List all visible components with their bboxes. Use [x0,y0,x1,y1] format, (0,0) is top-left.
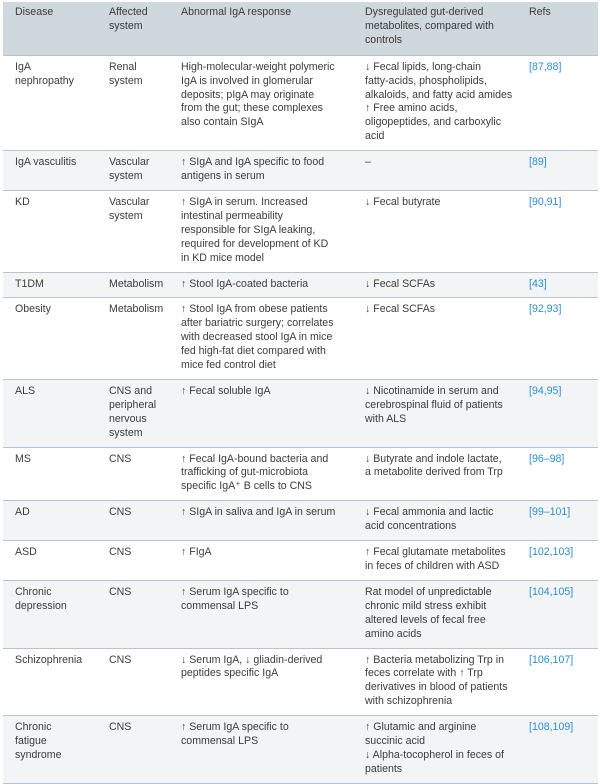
cell-system: Vascular system [97,151,169,191]
cell-iga: ↑ Fecal IgA-bound bacteria and trafficking of gut-microbiota specific IgA⁺ B cells to CNS [181,452,329,493]
cell-system: CNS [109,546,132,559]
cell-system: CNS [109,653,132,666]
cell-metabolites: ↓ Fecal lipids, long-chain fatty-acids, phospholipids, alkaloids, and fatty acid amides ↑ Free amino acids, oligopeptides, and carboxylic acid [365,60,513,143]
header-refs: Refs [517,2,598,55]
table-row [3,55,598,150]
header-row [3,2,598,55]
cell-refs-link[interactable]: [99–101] [517,501,598,541]
cell-metabolites: ↓ Fecal SCFAs [365,303,436,316]
cell-system: Metabolism [109,303,164,316]
cell-iga: ↑ Serum IgA specific to commensal LPS [169,716,353,784]
table-row [3,298,598,380]
cell-disease: Chronic depression [3,580,97,648]
table-row [3,580,598,648]
cell-system: CNS [97,501,169,541]
cell-system: Vascular system [109,195,150,222]
header-affected-system: Affected system [97,2,169,55]
table-row [3,447,598,501]
table-row [3,190,598,272]
cell-disease: IgA vasculitis [3,151,97,191]
header-abnormal-iga: Abnormal IgA response [169,2,353,55]
cell-disease: Chronic fatigue syndrome [3,716,97,784]
cell-system: CNS [97,580,169,648]
table-row [3,648,598,716]
cell-refs-link[interactable]: [92,93] [529,303,562,316]
cell-iga: ↑ SIgA and IgA specific to food antigens in serum [169,151,353,191]
cell-disease: ALS [3,379,97,447]
cell-iga: ↓ Serum IgA, ↓ gliadin-derived peptides specific IgA [181,653,323,680]
cell-metabolites: – [353,151,517,191]
cell-disease: AD [3,501,97,541]
cell-metabolites: ↑ Bacteria metabolizing Trp in feces correlate with ↑ Trp derivatives in blood of patients with schizophrenia [365,653,508,708]
cell-disease: ASD [15,546,37,559]
table-row [3,151,598,191]
cell-refs-link[interactable]: [89] [517,151,598,191]
cell-metabolites: ↑ Glutamic and arginine succinic acid ↓ Alpha-tocopherol in feces of patients [353,716,517,784]
cell-refs-link[interactable]: [43] [517,272,598,298]
cell-metabolites: ↑ Fecal glutamate metabolites in feces of children with ASD [365,546,506,572]
table-header [3,2,598,55]
cell-refs-link[interactable]: [108,109] [517,716,598,784]
table-row [3,541,598,581]
cell-metabolites: ↓ Butyrate and indole lactate, a metabolite derived from Trp [365,452,503,479]
cell-iga: ↑ SIgA in saliva and IgA in serum [169,501,353,541]
cell-system: CNS [97,716,169,784]
cell-disease: Schizophrenia [15,653,83,666]
header-disease: Disease [3,2,97,55]
header-metabolites: Dysregulated gut-derived metabolites, compared with controls [353,2,517,55]
table-body [3,55,598,783]
cell-metabolites: Rat model of unpredictable chronic mild stress exhibit altered levels of fecal free amino acids [353,580,517,648]
cell-iga: ↑ Serum IgA specific to commensal LPS [169,580,353,648]
cell-refs-link[interactable]: [96–98] [529,452,565,465]
disease-iga-table [3,2,598,784]
cell-metabolites: ↓ Fecal butyrate [365,195,441,208]
cell-iga: ↑ SIgA in serum. Increased intestinal permeability responsible for SIgA leaking, required for development of KD in KD mice model [181,195,329,264]
cell-refs-link[interactable]: [87,88] [529,60,562,73]
cell-metabolites: ↓ Fecal SCFAs [353,272,517,298]
cell-system: CNS [109,452,132,465]
cell-iga: ↑ Stool IgA from obese patients after bariatric surgery; correlates with decreased stool IgA in mice fed high-fat diet compared with mice fed control diet [181,303,334,372]
table-row [3,716,598,784]
cell-disease: Obesity [15,303,51,316]
cell-refs-link[interactable]: [90,91] [529,195,562,208]
cell-system: CNS and peripheral nervous system [97,379,169,447]
cell-system: Metabolism [97,272,169,298]
cell-disease: MS [15,452,31,465]
cell-iga: ↑ Fecal soluble IgA [169,379,353,447]
cell-iga: ↑ Stool IgA-coated bacteria [169,272,353,298]
cell-refs-link[interactable]: [94,95] [517,379,598,447]
cell-iga: ↑ FIgA [181,546,212,559]
cell-metabolites: ↓ Fecal ammonia and lactic acid concentrations [353,501,517,541]
cell-disease: T1DM [3,272,97,298]
cell-disease: IgA nephropathy [15,60,74,87]
cell-refs-link[interactable]: [104,105] [517,580,598,648]
cell-metabolites: ↓ Nicotinamide in serum and cerebrospinal fluid of patients with ALS [353,379,517,447]
cell-refs-link[interactable]: [106,107] [529,653,574,666]
table-row [3,379,598,447]
cell-refs-link[interactable]: [102,103] [529,546,574,559]
table-row [3,501,598,541]
table-row [3,272,598,298]
cell-system: Renal system [109,60,143,87]
cell-iga: High-molecular-weight polymeric IgA is involved in glomerular deposits; pIgA may originate from the gut; these complexes also contain SIgA [181,60,335,129]
cell-disease: KD [15,195,30,208]
